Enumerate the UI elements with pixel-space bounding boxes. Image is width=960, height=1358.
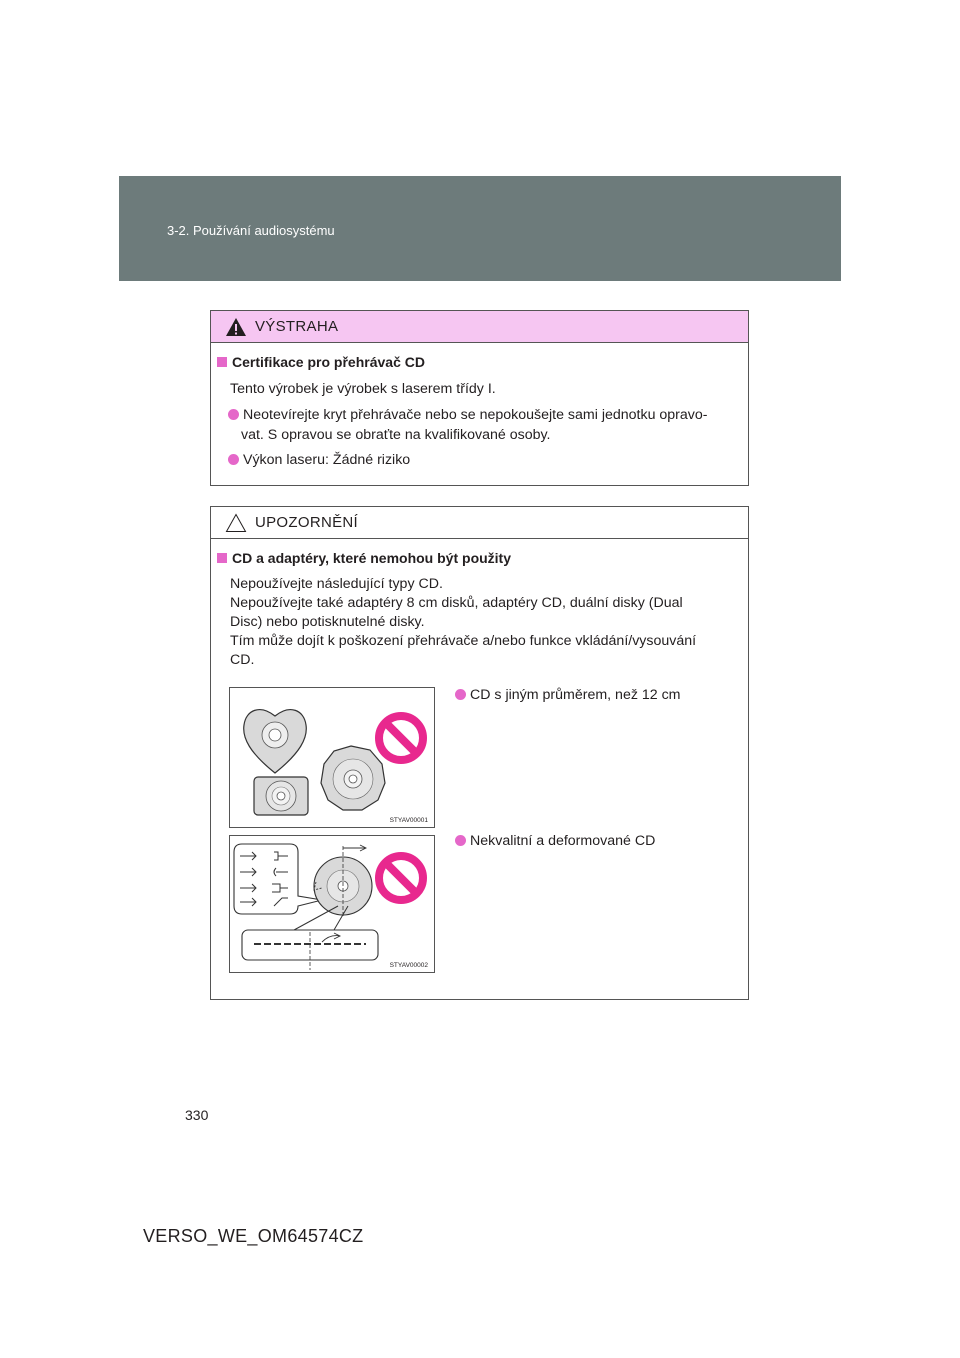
warning-label: VÝSTRAHA xyxy=(255,318,339,335)
prohibition-sign-icon xyxy=(379,856,423,900)
caution-box xyxy=(210,506,749,1000)
caution-header xyxy=(211,507,748,539)
warning-header xyxy=(211,311,748,343)
warning-triangle-filled-icon xyxy=(225,317,247,337)
figure-odd-shaped-cds xyxy=(229,687,435,828)
warning-box xyxy=(210,310,749,486)
document-code: VERSO_WE_OM64574CZ xyxy=(143,1226,364,1246)
odd-shaped-cds-illustration xyxy=(230,688,434,827)
figure-caption: CD s jiným průměrem, než 12 cm xyxy=(455,687,681,703)
square-bullet-icon xyxy=(217,357,227,367)
warning-triangle-outline-icon xyxy=(225,513,247,533)
warning-bullet: Výkon laseru: Žádné riziko xyxy=(228,450,410,470)
round-bullet-icon xyxy=(455,835,466,846)
header-band xyxy=(119,176,841,281)
round-bullet-icon xyxy=(455,689,466,700)
caution-label: UPOZORNĚNÍ xyxy=(255,514,359,531)
warning-bullet: Neotevírejte kryt přehrávače nebo se nepokoušejte sami jednotku opravo- vat. S opravou se obraťte na kvalifikované osoby. xyxy=(228,405,708,445)
warning-intro: Tento výrobek je výrobek s laserem třídy I. xyxy=(230,381,496,397)
section-title: 3-2. Používání audiosystému xyxy=(167,223,335,238)
round-bullet-icon xyxy=(228,454,239,465)
caution-text: Nepoužívejte následující typy CD. Nepoužívejte také adaptéry 8 cm disků, adaptéry CD, duální disky (Dual Disc) nebo potisknutelné disky. Tím může dojít k poškození přehrávače a/nebo funkce vkládání/vysouvání CD. xyxy=(230,576,697,668)
figure-caption: Nekvalitní a deformované CD xyxy=(455,833,655,849)
figure-code: STYAV00001 xyxy=(389,817,428,824)
deformed-cds-illustration xyxy=(230,836,434,972)
page-number: 330 xyxy=(185,1107,209,1123)
figure-code: STYAV00002 xyxy=(389,962,428,969)
warning-heading: Certifikace pro přehrávač CD xyxy=(217,354,425,370)
square-bullet-icon xyxy=(217,553,227,563)
caution-heading: CD a adaptéry, které nemohou být použity xyxy=(217,550,511,566)
figure-deformed-cds xyxy=(229,835,435,973)
prohibition-sign-icon xyxy=(379,716,423,760)
round-bullet-icon xyxy=(228,409,239,420)
